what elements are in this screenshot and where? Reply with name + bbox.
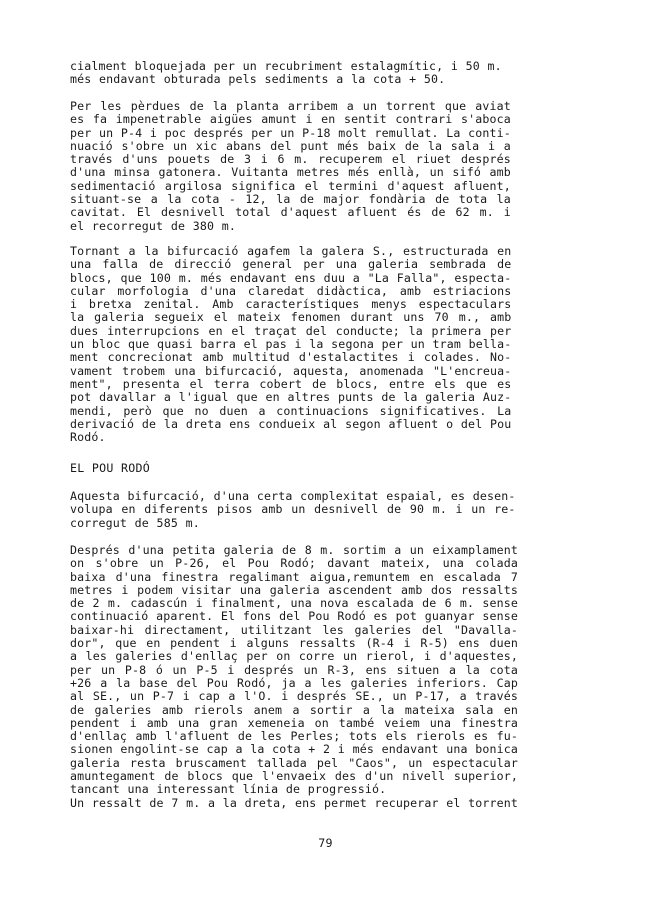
text-line: de galeries amb rierols anem a sortir a la mateixa sala en bbox=[70, 703, 519, 717]
text-line: Aquesta bifurcació, d'una certa complexitat espaial, es desen- bbox=[70, 490, 516, 503]
text-line: Per les pèrdues de la planta arribem a un torrent que aviat bbox=[70, 100, 511, 113]
text-line: dues interrupcions en el traçat del conducte; la primera per bbox=[70, 324, 512, 338]
text-line: per un P-4 i poc després per un P-18 molt remullat. La conti- bbox=[70, 126, 511, 140]
paragraph-5 bbox=[70, 544, 518, 810]
text-line: sedimentació argilosa significa el termini d'aquest afluent, bbox=[70, 179, 511, 193]
text-line: volupa en diferents pisos amb un desnivell de 90 m. i un re- bbox=[70, 503, 516, 517]
text-line: situant-se a la cota - 12, la de major fondària de tota la bbox=[70, 193, 511, 207]
text-line: Rodó. bbox=[70, 431, 106, 445]
text-line: ment", presenta el terra cobert de blocs, entre els que es bbox=[70, 377, 512, 391]
text-line: nuació s'obre un xic abans del punt més baix de la sala i a bbox=[70, 139, 511, 153]
text-line: vament trobem una bifurcació, aquesta, anomenada "L'encreua- bbox=[70, 364, 512, 378]
text-line: mendi, però que no duen a continuacions significatives. La bbox=[70, 404, 512, 418]
text-line: baixar-hi directament, utilitzant les galeries del "Davalla- bbox=[70, 623, 519, 637]
text-line: cavitat. El desnivell total d'aquest afluent és de 62 m. i bbox=[70, 206, 511, 220]
page-number: 79 bbox=[318, 836, 333, 850]
text-line: sionen engolint-se cap a la cota + 2 i més endavant una bonica bbox=[70, 743, 519, 757]
section-heading: EL POU RODÓ bbox=[70, 461, 151, 475]
text-line: continuació aparent. El fons del Pou Rodó es pot guanyar sense bbox=[70, 610, 519, 624]
text-line: +26 a la base del Pou Rodó, ja a les galeries inferiors. Cap bbox=[70, 676, 519, 690]
text-line: cular morfologia d'una claredat didàctica, amb estriacions bbox=[70, 284, 512, 298]
paragraph-3 bbox=[70, 245, 511, 444]
text-line: d'una minsa gatonera. Vuitanta metres més enllà, un sifó amb bbox=[70, 166, 511, 180]
text-line: es fa impenetrable aigües amunt i en sentit contrari s'aboca bbox=[70, 113, 511, 127]
text-line: on s'obre un P-26, el Pou Rodó; davant mateix, una colada bbox=[70, 557, 519, 571]
text-line: Després d'una petita galeria de 8 m. sortim a un eixamplament bbox=[70, 544, 519, 557]
text-line: metres i podem visitar una galeria ascendent amb dos ressalts bbox=[70, 583, 519, 597]
text-line: galeria resta bruscament tallada pel "Caos", un espectacular bbox=[70, 756, 519, 770]
text-line: cialment bloquejada per un recubriment estalagmític, i 50 m. bbox=[70, 60, 502, 73]
text-line: amuntegament de blocs que l'envaeix des d'un nivell superior, bbox=[70, 770, 519, 784]
text-line: i bretxa zenital. Amb característiques menys espectaculars bbox=[70, 298, 512, 312]
text-line: més endavant obturada pels sediments a la cota + 50. bbox=[70, 73, 446, 87]
text-line: la galeria segueix el mateix fenomen durant uns 70 m., amb bbox=[70, 311, 512, 325]
text-line: d'enllaç amb l'afluent de les Perles; tots els rierols es fu- bbox=[70, 730, 519, 744]
text-line: tancant una interessant línia de progressió. bbox=[70, 783, 387, 797]
text-line: blocs, que 100 m. més endavant ens duu a "La Falla", especta- bbox=[70, 271, 512, 285]
text-line: Un ressalt de 7 m. a la dreta, ens permet recuperar el torrent bbox=[70, 796, 519, 810]
text-line: través d'uns pouets de 3 i 6 m. recuperem el riuet després bbox=[70, 153, 511, 167]
text-line: a les galeries d'enllaç per on corre un rierol, i d'aquestes, bbox=[70, 650, 519, 664]
text-line: ment concrecionat amb multitud d'estalactites i colades. No- bbox=[70, 351, 512, 365]
text-line: dor", que en pendent i alguns ressalts (R-4 i R-5) ens duen bbox=[70, 637, 519, 651]
text-line: per un P-8 ó un P-5 i després un R-3, ens situen a la cota bbox=[70, 663, 519, 677]
text-line: al SE., un P-7 i cap a l'O. i després SE., un P-17, a través bbox=[70, 690, 519, 704]
text-line: una falla de direcció general per una galeria sembrada de bbox=[70, 258, 512, 272]
paragraph-1 bbox=[70, 60, 502, 87]
text-line: derivació de la dreta ens condueix al segon afluent o del Pou bbox=[70, 417, 512, 431]
text-line: Tornant a la bifurcació agafem la galera S., estructurada en bbox=[70, 245, 512, 258]
paragraph-2 bbox=[70, 100, 511, 233]
text-line: pot davallar a l'igual que en altres punts de la galeria Auz- bbox=[70, 391, 512, 405]
paragraph-4 bbox=[70, 490, 516, 530]
text-line: corregut de 585 m. bbox=[70, 516, 200, 530]
text-line: baixa d'una finestra regalimant aigua,remuntem en escalada 7 bbox=[70, 570, 519, 584]
text-line: de 2 m. cadascún i finalment, una nova escalada de 6 m. sense bbox=[70, 597, 519, 611]
text-line: el recorregut de 380 m. bbox=[70, 219, 236, 233]
text-line: un bloc que quasi barra el pas i la segona per un tram bella- bbox=[70, 338, 512, 352]
text-line: pendent i amb una gran xemeneia on també veiem una finestra bbox=[70, 716, 519, 730]
